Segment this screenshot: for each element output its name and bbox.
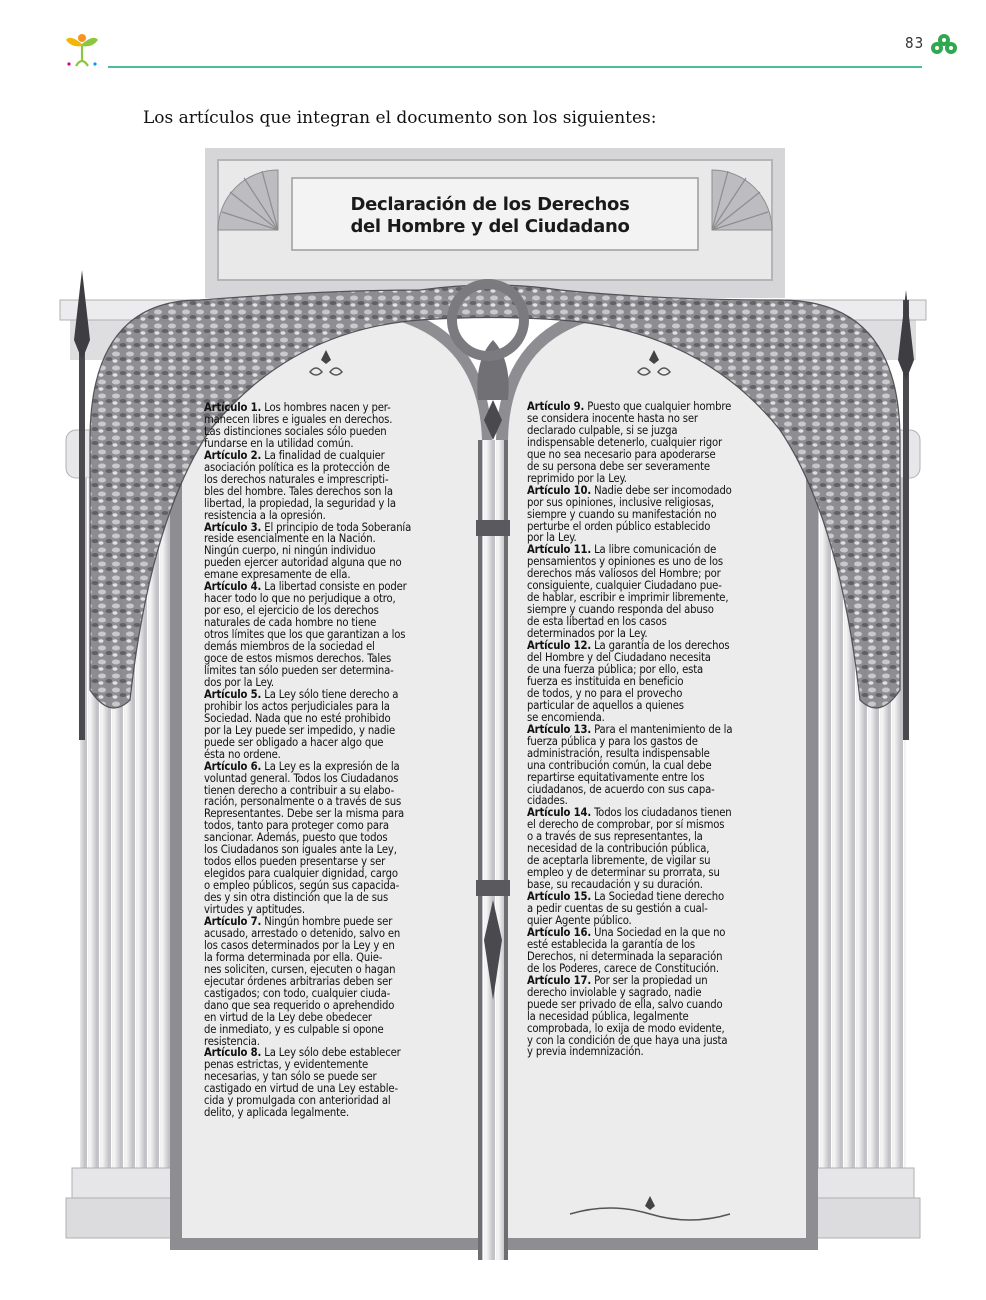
article-text: de los Poderes, carece de Constitución. — [527, 961, 719, 975]
article-text: pensamientos y opiniones es uno de los — [527, 555, 723, 569]
article-line — [527, 1046, 789, 1058]
article-text: Una Sociedad en la que no — [591, 925, 726, 939]
article-text: o empleo públicos, según sus capacida- — [204, 879, 400, 893]
article-text: particular de aquellos a quienes — [527, 698, 684, 712]
article-text: asociación política es la protección de — [204, 460, 390, 474]
article-text: por la Ley. — [527, 531, 577, 545]
article-text: libertad, la propiedad, la seguridad y la — [204, 496, 396, 510]
article-heading: Artículo 9. — [527, 400, 585, 413]
page-number: 83 — [905, 34, 925, 52]
article-text: necesidad de la contribución pública, — [527, 842, 710, 856]
article-text: perturbe el orden público establecido — [527, 519, 711, 533]
article-text: ésta no ordene. — [204, 747, 281, 761]
article-heading: Artículo 6. — [204, 759, 262, 773]
article-text: Puesto que cualquier hombre — [584, 400, 732, 413]
article-text: Nadie debe ser incomodado — [591, 483, 732, 497]
article-text: que no sea necesario para apoderarse — [527, 447, 716, 461]
article-text: tienen derecho a contribuir a su elabo- — [204, 783, 395, 797]
article-text: los casos determinados por la Ley y en — [204, 938, 395, 952]
article-text: a pedir cuentas de su gestión a cual- — [527, 902, 708, 916]
article-text: Ningún hombre puede ser — [261, 914, 393, 928]
article-heading: Artículo 10. — [527, 483, 592, 497]
article-text: de todos, y no para el provecho — [527, 686, 683, 700]
article-text: y previa indemnización. — [527, 1045, 644, 1059]
article-text: de inmediato, y es culpable si opone — [204, 1022, 384, 1036]
article-text: castigados; con todo, cualquier ciuda- — [204, 986, 391, 1000]
article-heading: Artículo 14. — [527, 806, 592, 820]
article-text: dos por la Ley. — [204, 675, 274, 689]
article-text: La finalidad de cualquier — [261, 448, 385, 462]
article-text: por sus opiniones, inclusive religiosas, — [527, 495, 714, 509]
article-text: límites tan sólo pueden ser determina- — [204, 663, 394, 677]
article-heading: Artículo 17. — [527, 973, 592, 987]
article-text: de aceptarla libremente, de vigilar su — [527, 854, 711, 868]
article-text: administración, resulta indispensable — [527, 746, 710, 760]
article-text: de una fuerza pública; por ello, esta — [527, 662, 704, 676]
article-text: Representantes. Debe ser la misma para — [204, 807, 405, 821]
article-text: de esta libertad en los casos — [527, 615, 667, 629]
article-heading: Artículo 12. — [527, 639, 592, 653]
article-text: fundarse en la utilidad común. — [204, 436, 354, 450]
article-text: los derechos naturales e imprescripti- — [204, 472, 389, 486]
article-text: manecen libres e iguales en derechos. — [204, 412, 393, 426]
article-text: Las distinciones sociales sólo pueden — [204, 424, 387, 438]
article-text: esté establecida la garantía de los — [527, 937, 696, 951]
article-text: La Ley es la expresión de la — [261, 759, 400, 773]
article-heading: Artículo 8. — [204, 1046, 262, 1060]
article-text: derechos más valiosos del Hombre; por — [527, 567, 721, 581]
article-text: en virtud de la Ley debe obedecer — [204, 1010, 372, 1024]
article-text: virtudes y aptitudes. — [204, 903, 305, 917]
article-text: Sociedad. Nada que no esté prohibido — [204, 711, 391, 725]
article-text: Por ser la propiedad un — [591, 973, 708, 987]
article-text: Ningún cuerpo, ni ningún individuo — [204, 544, 376, 558]
article-text: delito, y aplicada legalmente. — [204, 1106, 349, 1120]
article-text: o a través de sus representantes, la — [527, 830, 703, 844]
article-text: dano que sea requerido o aprehendido — [204, 998, 395, 1012]
article-text: fuerza es instituida en beneficio — [527, 674, 684, 688]
article-text: Para el mantenimiento de la — [591, 722, 733, 736]
article-heading: Artículo 5. — [204, 687, 262, 701]
article-text: siempre y cuando su manifestación no — [527, 507, 717, 521]
article-text: prohibir los actos perjudiciales para la — [204, 699, 390, 713]
article-heading: Artículo 15. — [527, 890, 592, 904]
article-text: bles del hombre. Tales derechos son la — [204, 484, 393, 498]
article-text: ración, personalmente o a través de sus — [204, 795, 402, 809]
article-text: siempre y cuando responda del abuso — [527, 603, 714, 617]
article-text: La Ley sólo debe establecer — [261, 1046, 401, 1060]
article-text: Los hombres nacen y per- — [261, 401, 391, 414]
article-text: acusado, arrestado o detenido, salvo en — [204, 926, 401, 940]
article-text: Todos los ciudadanos tienen — [591, 806, 732, 820]
article-text: demás miembros de la sociedad el — [204, 640, 375, 654]
article-text: emane expresamente de ella. — [204, 568, 351, 582]
article-text: quier Agente público. — [527, 913, 632, 927]
article-text: La libre comunicación de — [591, 543, 717, 557]
article-text: declarado culpable, si se juzga — [527, 423, 678, 437]
article-heading: Artículo 16. — [527, 925, 592, 939]
article-text: La Ley sólo tiene derecho a — [261, 687, 399, 701]
article-text: empleo y de determinar su prorrata, su — [527, 866, 720, 880]
declaration-title — [300, 194, 680, 238]
article-text: y con la condición de que haya una justa — [527, 1033, 728, 1047]
article-text: fuerza pública y para los gastos de — [527, 734, 698, 748]
article-text: puede ser privado de ella, salvo cuando — [527, 997, 723, 1011]
article-text: El principio de toda Soberanía — [261, 520, 412, 534]
article-text: por eso, el ejercicio de los derechos — [204, 604, 379, 618]
article-heading: Artículo 1. — [204, 401, 262, 414]
article-text: elegidos para cualquier dignidad, cargo — [204, 867, 398, 881]
article-heading: Artículo 4. — [204, 580, 262, 594]
article-text: pueden ejercer autoridad alguna que no — [204, 556, 402, 570]
article-text: castigado en virtud de una Ley estable- — [204, 1082, 398, 1096]
article-text: el derecho de comprobar, por sí mismos — [527, 818, 725, 832]
article-text: la forma determinada por ella. Quie- — [204, 950, 383, 964]
article-text: una contribución común, la cual debe — [527, 758, 712, 772]
article-text: resistencia a la opresión. — [204, 508, 326, 522]
article-text: comprobada, lo exija de modo evidente, — [527, 1021, 725, 1035]
article-text: repartirse equitativamente entre los — [527, 770, 705, 784]
article-heading: Artículo 7. — [204, 914, 262, 928]
article-text: goce de estos mismos derechos. Tales — [204, 652, 392, 666]
article-text: resistencia. — [204, 1034, 260, 1048]
article-heading: Artículo 2. — [204, 448, 262, 462]
article-text: ejecutar órdenes arbitrarias deben ser — [204, 974, 393, 988]
article-heading: Artículo 3. — [204, 520, 262, 534]
article-text: sancionar. Además, puesto que todos — [204, 831, 388, 845]
article-text: los Ciudadanos son iguales ante la Ley, — [204, 843, 397, 857]
article-text: se considera inocente hasta no ser — [527, 411, 698, 425]
article-text: La Sociedad tiene derecho — [591, 890, 724, 904]
article-text: por la Ley puede ser impedido, y nadie — [204, 723, 396, 737]
article-text: determinados por la Ley. — [527, 627, 648, 641]
article-line — [204, 1107, 466, 1119]
article-text: de hablar, escribir e imprimir libremente, — [527, 591, 729, 605]
article-text: consiguiente, cualquier Ciudadano pue- — [527, 579, 722, 593]
article-text: ciudadanos, de acuerdo con sus capa- — [527, 782, 715, 796]
article-text: voluntad general. Todos los Ciudadanos — [204, 771, 399, 785]
article-text: la necesidad pública, legalmente — [527, 1009, 689, 1023]
article-text: del Hombre y del Ciudadano necesita — [527, 651, 711, 665]
article-text: todos ellos pueden presentarse y ser — [204, 855, 386, 869]
article-text: penas estrictas, y evidentemente — [204, 1058, 369, 1072]
article-text: La libertad consiste en poder — [261, 580, 407, 594]
article-text: reprimido por la Ley. — [527, 471, 627, 485]
article-text: des y sin otra distinción que la de sus — [204, 891, 389, 905]
article-text: derecho inviolable y sagrado, nadie — [527, 985, 702, 999]
article-text: de su persona debe ser severamente — [527, 459, 710, 473]
article-text: cida y promulgada con anterioridad al — [204, 1094, 391, 1108]
article-text: otros límites que los que garantizan a los — [204, 628, 406, 642]
article-text: puede ser obligado a hacer algo que — [204, 735, 384, 749]
article-text: hacer todo lo que no perjudique a otro, — [204, 592, 396, 606]
article-heading: Artículo 11. — [527, 543, 592, 557]
article-text: nes soliciten, cursen, ejecuten o hagan — [204, 962, 396, 976]
title-line-2: del Hombre y del Ciudadano — [350, 216, 630, 237]
intro-text: Los artículos que integran el documento son los siguientes: — [143, 108, 657, 128]
article-text: reside esencialmente en la Nación. — [204, 532, 376, 546]
article-text: La garantía de los derechos — [591, 639, 730, 653]
article-heading: Artículo 13. — [527, 722, 592, 736]
article-text: base, su recaudación y su duración. — [527, 878, 703, 892]
right-tablet-text — [527, 401, 789, 1058]
article-text: naturales de cada hombre no tiene — [204, 616, 377, 630]
article-text: indispensable detenerlo, cualquier rigor — [527, 435, 722, 449]
article-text: cidades. — [527, 794, 568, 808]
left-tablet-text — [204, 402, 466, 1119]
article-text: necesarias, y tan sólo se puede ser — [204, 1070, 377, 1084]
title-line-1: Declaración de los Derechos — [350, 194, 630, 215]
article-text: Derechos, ni determinada la separación — [527, 949, 723, 963]
article-text: todos, tanto para proteger como para — [204, 819, 389, 833]
article-text: se encomienda. — [527, 710, 605, 724]
